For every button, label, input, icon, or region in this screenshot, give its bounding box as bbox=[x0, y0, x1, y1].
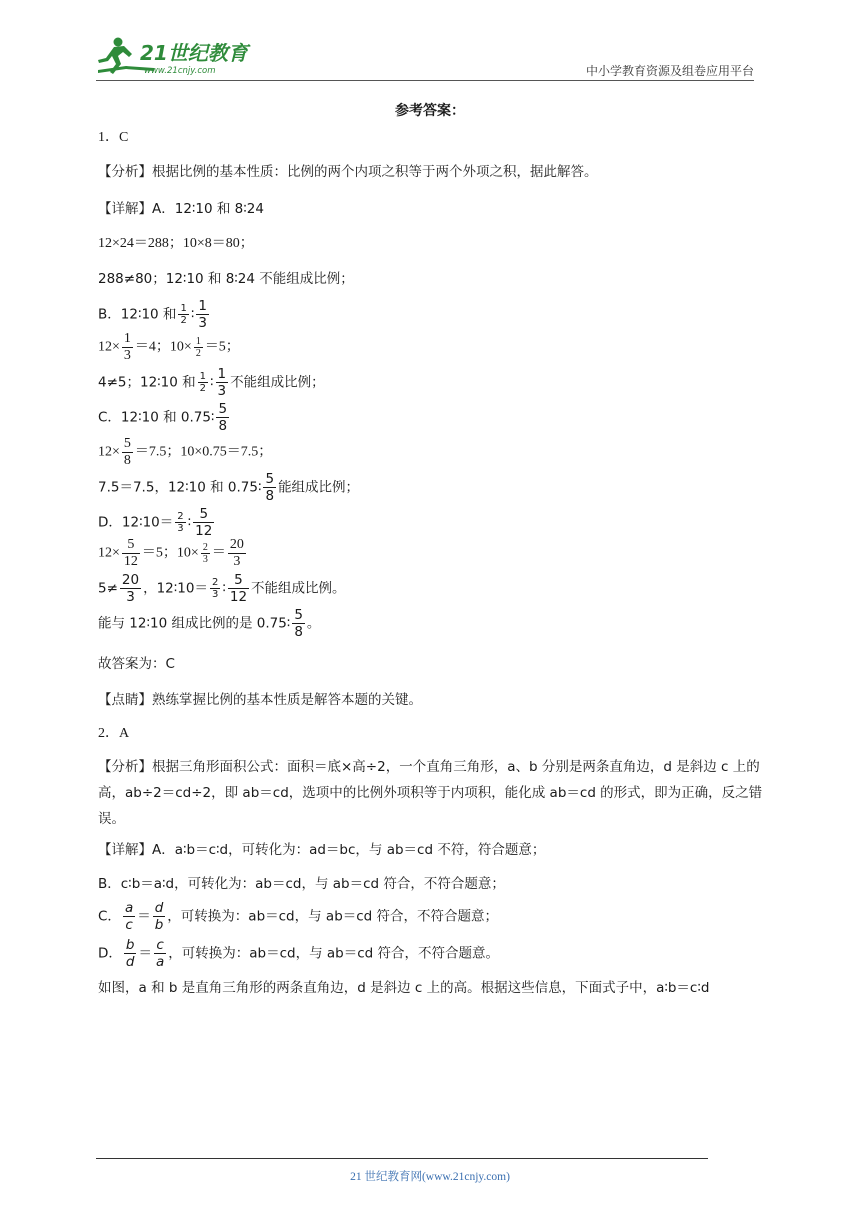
q1-a-conclusion: 288≠80；12∶10 和 8∶24 不能组成比例； bbox=[98, 271, 354, 287]
fraction: $\frac{1}{2}$ bbox=[199, 371, 207, 394]
q2-question-text: 如图，a 和 b 是直角三角形的两条直角边，d 是斜边 c 上的高。根据这些信息，下面式子中，a∶b＝c∶d bbox=[98, 980, 710, 996]
fraction: $\frac{a}{c}$ bbox=[124, 900, 134, 933]
fraction: $\frac{5}{12}$ bbox=[123, 537, 138, 569]
fraction: $\frac{2}{3}$ bbox=[177, 511, 184, 534]
fraction: $\frac{c}{a}$ bbox=[155, 937, 165, 970]
q2-analysis: 【分析】根据三角形面积公式：面积＝底×高÷2，一个直角三角形，a、b 分别是两条直角边，d 是斜边 c 上的高，ab÷2＝cd÷2，即 ab＝cd，选项中的比例外项积等于内项积，能化成 ab＝cd 的形式，即为正确，反之错误。 bbox=[98, 759, 763, 827]
footer-link[interactable]: 21 世纪教育网(www.21cnjy.com) bbox=[350, 1171, 510, 1183]
q1-c-head: C．12∶10 和 0.75∶ $\frac{5}{8}$ bbox=[98, 401, 228, 434]
q1-b-calc: 12× $\frac{1}{3}$ ＝4；10× $\frac{1}{2}$ ＝5； bbox=[98, 331, 240, 363]
site-logo bbox=[96, 36, 266, 78]
fraction: $\frac{b}{d}$ bbox=[125, 937, 135, 970]
site-tagline: 中小学教育资源及组卷应用平台 bbox=[585, 64, 754, 78]
q1-c-conclusion: 7.5＝7.5，12∶10 和 0.75∶ $\frac{5}{8}$ 能组成比例； bbox=[98, 471, 360, 504]
q2-detail-d: D． $\frac{b}{d}$ ＝ $\frac{c}{a}$ ，可转换为：ab＝cd，与 ab＝cd 符合，不符合题意。 bbox=[98, 937, 500, 970]
fraction: $\frac{1}{3}$ bbox=[217, 366, 227, 399]
header-divider bbox=[96, 80, 754, 81]
q1-d-calc: 12× $\frac{5}{12}$ ＝5；10× $\frac{2}{3}$ ＝ $\frac{20}{3}$ bbox=[98, 537, 244, 569]
logo-url: www.21cnjy.com bbox=[144, 66, 216, 76]
q1-final: 能与 12∶10 组成比例的是 0.75∶ $\frac{5}{8}$ 。 bbox=[98, 607, 321, 640]
fraction: $\frac{1}{2}$ bbox=[180, 303, 187, 326]
fraction: $\frac{1}{3}$ bbox=[198, 298, 207, 331]
page-title: 参考答案： bbox=[395, 103, 465, 119]
fraction: $\frac{20}{3}$ bbox=[229, 537, 244, 569]
fraction: $\frac{5}{12}$ bbox=[195, 506, 213, 539]
q1-a-calc: 12×24＝288；10×8＝80； bbox=[98, 236, 254, 251]
fraction: $\frac{5}{8}$ bbox=[265, 471, 275, 504]
q1-c-calc: 12× $\frac{5}{8}$ ＝7.5；10×0.75＝7.5； bbox=[98, 436, 273, 468]
fraction: $\frac{5}{12}$ bbox=[229, 572, 248, 605]
q1-analysis: 【分析】根据比例的基本性质：比例的两个内项之积等于两个外项之积，据此解答。 bbox=[98, 164, 598, 180]
q1-answer: 故答案为：C bbox=[98, 656, 175, 672]
q1-comment: 【点睛】熟练掌握比例的基本性质是解答本题的关键。 bbox=[98, 692, 422, 708]
q1-detail-a: 【详解】A．12∶10 和 8∶24 bbox=[98, 201, 264, 217]
q1-d-head: D．12∶10＝ $\frac{2}{3}$ ∶ $\frac{5}{12}$ bbox=[98, 506, 213, 539]
footer-divider bbox=[96, 1158, 708, 1159]
q2-detail-a: 【详解】A．a∶b＝c∶d，可转化为：ad＝bc，与 ab＝cd 不符，符合题意； bbox=[98, 842, 546, 858]
fraction: $\frac{1}{3}$ bbox=[123, 331, 131, 363]
answer-content bbox=[98, 128, 766, 996]
fraction: $\frac{2}{3}$ bbox=[202, 542, 208, 565]
fraction: $\frac{5}{8}$ bbox=[123, 436, 131, 468]
q2-number: 2．A bbox=[98, 726, 130, 741]
fraction: $\frac{5}{8}$ bbox=[294, 607, 303, 640]
q1-number: 1．C bbox=[98, 130, 129, 145]
fraction: $\frac{1}{2}$ bbox=[195, 336, 201, 359]
fraction: $\frac{2}{3}$ bbox=[211, 577, 219, 600]
page-header bbox=[0, 0, 860, 82]
fraction: $\frac{d}{b}$ bbox=[154, 900, 164, 933]
q2-detail-b: B．c∶b＝a∶d，可转化为：ab＝cd，与 ab＝cd 符合，不符合题意； bbox=[98, 876, 505, 892]
q1-d-conclusion: 5≠ $\frac{20}{3}$ ，12∶10＝ $\frac{2}{3}$ ∶ $\frac{5}{12}$ 不能组成比例。 bbox=[98, 572, 346, 605]
fraction: $\frac{20}{3}$ bbox=[121, 572, 140, 605]
q1-b-conclusion: 4≠5；12∶10 和 $\frac{1}{2}$ ∶ $\frac{1}{3}$ 不能组成比例； bbox=[98, 366, 325, 399]
q2-detail-c: C． $\frac{a}{c}$ ＝ $\frac{d}{b}$ ，可转换为：ab＝cd，与 ab＝cd 符合，不符合题意； bbox=[98, 900, 499, 933]
logo-text: 21世纪教育 bbox=[140, 41, 248, 65]
q1-b-head: B．12∶10 和 $\frac{1}{2}$ ∶ $\frac{1}{3}$ bbox=[98, 298, 207, 331]
fraction: $\frac{5}{8}$ bbox=[218, 401, 228, 434]
